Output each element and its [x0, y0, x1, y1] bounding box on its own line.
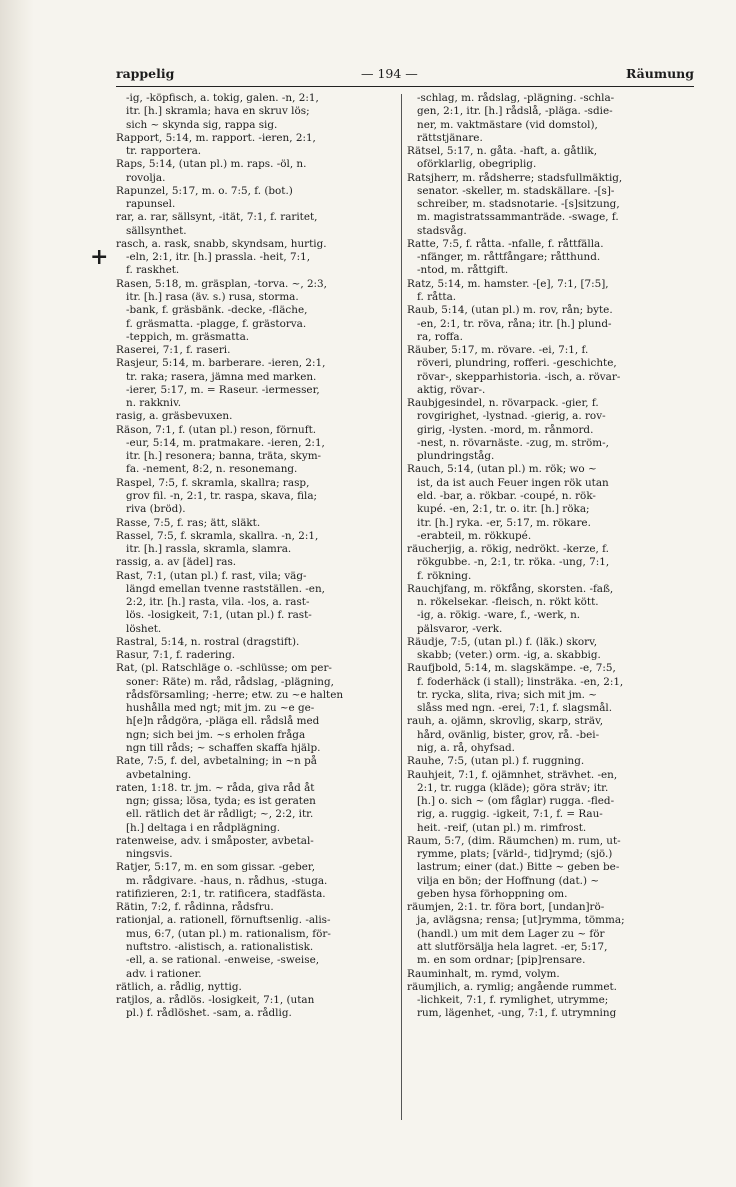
entry-line: skabb; (veter.) orm. -ig, a. skabbig.	[417, 649, 601, 662]
entry-line: nig, a. rå, ohyfsad.	[417, 742, 515, 755]
entry-line: -ierer, 5:17, m. = Raseur. -iermesser,	[126, 383, 320, 396]
entry-line: itr. [h.] rasa (äv. s.) rusa, storma.	[126, 290, 299, 303]
entry-line: h[e]n rådgöra, -pläga ell. rådslå med	[126, 715, 320, 728]
entry-line: rovgirighet, -lystnad. -gierig, a. rov-	[417, 410, 606, 423]
entry-line: rovolja.	[126, 171, 166, 184]
entry-line: aktig, rövar-.	[417, 383, 486, 396]
entry-line: -eur, 5:14, m. pratmakare. -ieren, 2:1,	[126, 436, 325, 449]
entry-line: ningsvis.	[126, 848, 173, 861]
entry-line: tr. raka; rasera, jämna med marken.	[126, 370, 317, 383]
entry-line: f. råtta.	[417, 290, 457, 303]
entry-line: (handl.) um mit dem Lager zu ~ för	[417, 927, 605, 940]
entry-line: mus, 6:7, (utan pl.) m. rationalism, för-	[126, 927, 331, 940]
entry-line: Rauhe, 7:5, (utan pl.) f. ruggning.	[407, 755, 585, 768]
entry-line: Rastral, 5:14, n. rostral (dragstift).	[116, 635, 300, 648]
column-divider	[401, 94, 402, 1120]
entry-line: n. rökelsekar. -fleisch, n. rökt kött.	[417, 596, 599, 609]
entry-line: Rätsel, 5:17, n. gåta. -haft, a. gåtlik,	[407, 145, 597, 158]
entry-line: slåss med ngn. -erei, 7:1, f. slagsmål.	[417, 702, 613, 715]
entry-line: -ell, a. se rational. -enweise, -sweise,	[126, 954, 320, 967]
entry-line: rar, a. rar, sällsynt, -ität, 7:1, f. raritet,	[116, 211, 318, 224]
entry-line: 2:1, tr. rugga (kläde); göra sträv; itr.	[417, 781, 609, 794]
entry-line: f. gräsmatta. -plagge, f. grästorva.	[126, 317, 307, 330]
entry-line: m. magistratssammanträde. -swage, f.	[417, 211, 619, 224]
entry-line: rövar-, skepparhistoria. -isch, a. rövar-	[417, 370, 621, 383]
entry-line: ngn till råds; ~ schaffen skaffa hjälp.	[126, 742, 321, 755]
entry-line: ner, m. vaktmästare (vid domstol),	[417, 118, 598, 131]
entry-line: räumjlich, a. rymlig; angående rummet.	[407, 980, 617, 993]
entry-line: -erabteil, m. rökkupé.	[417, 529, 532, 542]
entry-line: avbetalning.	[126, 768, 192, 781]
entry-line: Raps, 5:14, (utan pl.) m. raps. -öl, n.	[116, 158, 307, 171]
header-first-word: rappelig	[116, 66, 175, 81]
page-number: — 194 —	[361, 66, 418, 81]
entry-line: f. raskhet.	[126, 264, 180, 277]
entry-line: Rasur, 7:1, f. radering.	[116, 649, 236, 662]
entry-line: vilja en bön; der Hoffnung (dat.) ~	[417, 874, 600, 887]
entry-line: Rate, 7:5, f. del, avbetalning; in ~n på	[116, 755, 317, 768]
entry-line: -eln, 2:1, itr. [h.] prassla. -heit, 7:1,	[126, 251, 311, 264]
entry-line: itr. [h.] rassla, skramla, slamra.	[126, 543, 292, 556]
entry-line: rymme, plats; [värld-, tid]rymd; (sjö.)	[417, 848, 613, 861]
entry-line: rådsförsamling; -herre; etw. zu ~e halten	[126, 688, 344, 701]
entry-line: hushålla med ngt; mit jm. zu ~e ge-	[126, 702, 315, 715]
entry-line: lös. -losigkeit, 7:1, (utan pl.) f. rast-	[126, 609, 312, 622]
entry-line: ell. rätlich det är rådligt; ~, 2:2, itr.	[126, 808, 314, 821]
entry-line: -bank, f. gräsbänk. -decke, -fläche,	[126, 304, 308, 317]
entry-line: [h.] o. sich ~ (om fåglar) rugga. -fled-	[417, 795, 615, 808]
entry-line: att slutförsälja hela lagret. -er, 5:17,	[417, 941, 608, 953]
entry-line: rättstjänare.	[417, 131, 483, 144]
entry-line: Räudje, 7:5, (utan pl.) f. (läk.) skorv,	[407, 635, 598, 648]
header-rule	[116, 86, 694, 87]
entry-line: plundringståg.	[417, 450, 495, 463]
entry-line: Rassel, 7:5, f. skramla, skallra. -n, 2:1,	[116, 529, 319, 542]
entry-line: -ig, -köpfisch, a. tokig, galen. -n, 2:1,	[126, 92, 319, 104]
entry-line: eld. -bar, a. rökbar. -coupé, n. rök-	[417, 489, 596, 502]
entry-line: löshet.	[126, 622, 162, 635]
entry-line: pälsvaror, -verk.	[417, 622, 503, 635]
entry-line: Raserei, 7:1, f. raseri.	[116, 344, 231, 357]
entry-line: [h.] deltaga i en rådplägning.	[126, 821, 281, 834]
entry-line: -nfänger, m. råttfångare; råtthund.	[417, 251, 601, 264]
entry-line: tr. rycka, slita, riva; sich mit jm. ~	[417, 688, 597, 701]
entry-line: oförklarlig, obegriplig.	[417, 158, 537, 171]
entry-line: m. rådgivare. -haus, n. rådhus, -stuga.	[126, 874, 328, 887]
entry-line: Rasen, 5:18, m. gräsplan, -torva. ~, 2:3,	[116, 277, 327, 290]
entry-line: nuftstro. -alistisch, a. rationalistisk.	[126, 941, 314, 953]
entry-line: itr. [h.] ryka. -er, 5:17, m. rökare.	[417, 516, 591, 529]
entry-line: Rauch, 5:14, (utan pl.) m. rök; wo ~	[407, 463, 597, 476]
entry-line: rätlich, a. rådlig, nyttig.	[116, 980, 242, 993]
entry-line: rationjal, a. rationell, förnuftsenlig. -alis-	[116, 914, 331, 927]
entry-line: ist, da ist auch Feuer ingen rök utan	[417, 476, 609, 489]
entry-line: geben hysa förhoppning om.	[417, 887, 568, 900]
entry-line: heit. -reif, (utan pl.) m. rimfrost.	[417, 821, 587, 834]
entry-line: Rapport, 5:14, m. rapport. -ieren, 2:1,	[116, 131, 316, 144]
entry-line: Rätin, 7:2, f. rådinna, rådsfru.	[116, 901, 274, 914]
entry-line: Rat, (pl. Ratschläge o. -schlüsse; om per-	[116, 662, 332, 675]
entry-line: n. rakkniv.	[126, 397, 182, 410]
page-edge-shadow	[0, 0, 34, 1187]
entry-line: Raufjbold, 5:14, m. slagskämpe. -e, 7:5,	[407, 662, 616, 675]
entry-line: Räuber, 5:17, m. rövare. -ei, 7:1, f.	[407, 344, 589, 357]
entry-line: räucherjig, a. rökig, nedrökt. -kerze, f.	[407, 543, 609, 556]
entry-line: hård, ovänlig, bister, grov, rå. -bei-	[417, 728, 600, 741]
entry-line: rasig, a. gräsbevuxen.	[116, 410, 233, 423]
entry-line: soner: Räte) m. råd, rådslag, -plägning,	[126, 675, 334, 688]
entry-line: tr. rapportera.	[126, 145, 202, 158]
margin-plus-mark: +	[90, 244, 109, 270]
entry-line: ratjlos, a. rådlös. -losigkeit, 7:1, (utan	[116, 994, 315, 1007]
entry-line: gen, 2:1, itr. [h.] rådslå, -pläga. -sdie-	[417, 105, 613, 118]
right-column	[407, 92, 695, 1021]
entry-line: ra, roffa.	[417, 330, 463, 343]
entry-line: 2:2, itr. [h.] rasta, vila. -los, a. rast-	[126, 596, 310, 609]
entry-line: längd emellan tvenne rastställen. -en,	[126, 582, 325, 595]
entry-line: -nest, n. rövarnäste. -zug, m. ström-,	[417, 436, 609, 449]
entry-line: f. foderhäck (i stall); linsträka. -en, 2:1,	[417, 675, 624, 688]
entry-line: ratenweise, adv. i småposter, avbetal-	[116, 834, 314, 847]
entry-line: Ratsjherr, m. rådsherre; stadsfullmäktig,	[407, 171, 623, 184]
entry-line: kupé. -en, 2:1, tr. o. itr. [h.] röka;	[417, 503, 590, 516]
entry-line: Raubjgesindel, n. rövarpack. -gier, f.	[407, 397, 599, 410]
entry-line: ratifizieren, 2:1, tr. ratificera, stadfästa.	[116, 887, 326, 900]
entry-line: rassig, a. av [ädel] ras.	[116, 556, 237, 569]
entry-line: fa. -nement, 8:2, n. resonemang.	[126, 463, 298, 476]
entry-line: itr. [h.] resonera; banna, träta, skym-	[126, 450, 322, 463]
entry-line: rasch, a. rask, snabb, skyndsam, hurtig.	[116, 237, 327, 250]
entry-line: riva (bröd).	[126, 503, 186, 516]
entry-line: räumjen, 2:1. tr. föra bort, [undan]rö-	[407, 901, 605, 914]
entry-line: raten, 1:18. tr. jm. ~ råda, giva råd åt	[116, 781, 315, 794]
entry-line: itr. [h.] skramla; hava en skruv lös;	[126, 105, 310, 118]
entry-line: sich ~ skynda sig, rappa sig.	[126, 118, 278, 131]
entry-line: Rasse, 7:5, f. ras; ätt, släkt.	[116, 516, 261, 529]
entry-line: ngn; sich bei jm. ~s erholen fråga	[126, 728, 306, 741]
entry-line: Ratte, 7:5, f. råtta. -nfalle, f. råttfälla.	[407, 237, 604, 250]
entry-line: Rast, 7:1, (utan pl.) f. rast, vila; väg-	[116, 569, 307, 582]
entry-line: Raub, 5:14, (utan pl.) m. rov, rån; byte.	[407, 304, 613, 317]
entry-line: girig, -lysten. -mord, m. rånmord.	[417, 423, 594, 436]
entry-line: m. en som ordnar; [pip]rensare.	[417, 954, 586, 967]
entry-line: Ratjer, 5:17, m. en som gissar. -geber,	[116, 861, 316, 874]
entry-line: grov fil. -n, 2:1, tr. raspa, skava, fila;	[126, 489, 318, 502]
entry-line: Raum, 5:7, (dim. Räumchen) m. rum, ut-	[407, 834, 621, 847]
left-column	[116, 92, 404, 1021]
entry-line: schreiber, m. stadsnotarie. -[s]sitzung,	[417, 198, 620, 211]
entry-line: -schlag, m. rådslag, -plägning. -schla-	[417, 92, 615, 104]
entry-line: pl.) f. rådlöshet. -sam, a. rådlig.	[126, 1007, 292, 1020]
entry-line: adv. i rationer.	[126, 967, 202, 980]
entry-line: -en, 2:1, tr. röva, råna; itr. [h.] plund-	[417, 317, 612, 330]
entry-line: rig, a. ruggig. -igkeit, 7:1, f. = Rau-	[417, 808, 603, 821]
entry-line: -lichkeit, 7:1, f. rymlighet, utrymme;	[417, 994, 609, 1007]
entry-line: senator. -skeller, m. stadskällare. -[s]-	[417, 184, 615, 197]
entry-line: f. rökning.	[417, 569, 472, 582]
entry-line: -ig, a. rökig. -ware, f., -werk, n.	[417, 609, 581, 622]
entry-line: Räson, 7:1, f. (utan pl.) reson, förnuft.	[116, 423, 317, 436]
entry-line: -ntod, m. råttgift.	[417, 264, 509, 277]
entry-line: stadsvåg.	[417, 224, 467, 237]
entry-line: -teppich, m. gräsmatta.	[126, 330, 250, 343]
entry-line: rauh, a. ojämn, skrovlig, skarp, sträv,	[407, 715, 604, 728]
entry-line: ngn; gissa; lösa, tyda; es ist geraten	[126, 795, 316, 808]
entry-line: Rauchjfang, m. rökfång, skorsten. -faß,	[407, 582, 614, 595]
entry-line: röveri, plundring, rofferi. -geschichte,	[417, 357, 617, 370]
entry-line: rapunsel.	[126, 198, 176, 211]
entry-line: Raspel, 7:5, f. skramla, skallra; rasp,	[116, 476, 310, 489]
running-header	[116, 64, 694, 86]
header-last-word: Räumung	[625, 66, 694, 81]
entry-line: rökgubbe. -n, 2:1, tr. röka. -ung, 7:1,	[417, 556, 610, 569]
entry-line: lastrum; einer (dat.) Bitte ~ geben be-	[417, 861, 620, 874]
entry-line: Rauhjeit, 7:1, f. ojämnhet, strävhet. -en,	[407, 768, 618, 781]
entry-line: Ratz, 5:14, m. hamster. -[e], 7:1, [7:5],	[407, 277, 609, 290]
entry-line: sällsynthet.	[126, 224, 187, 237]
entry-line: Rauminhalt, m. rymd, volym.	[407, 967, 560, 980]
entry-line: rum, lägenhet, -ung, 7:1, f. utrymning	[417, 1007, 617, 1020]
entry-line: ja, avlägsna; rensa; [ut]rymma, tömma;	[417, 914, 625, 927]
entry-line: Rasjeur, 5:14, m. barberare. -ieren, 2:1,	[116, 357, 326, 370]
entry-line: Rapunzel, 5:17, m. o. 7:5, f. (bot.)	[116, 184, 293, 197]
